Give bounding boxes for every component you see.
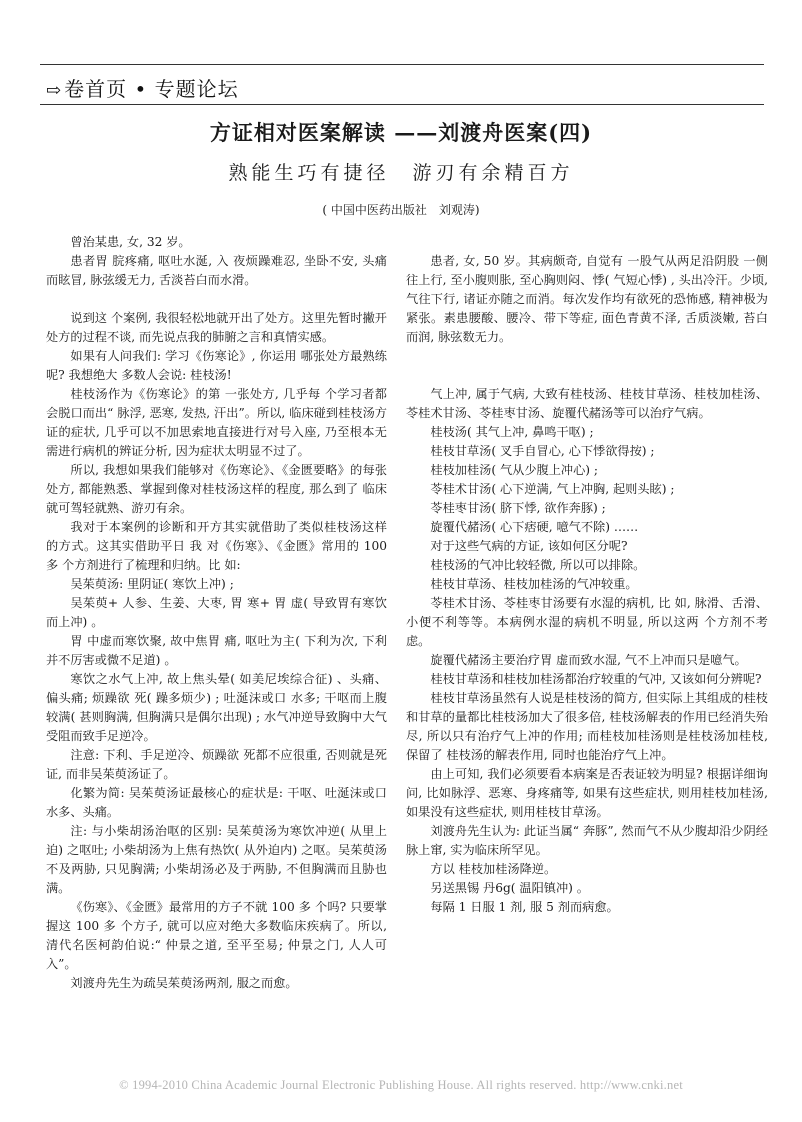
paragraph: 化繁为简: 吴茱萸汤证最核心的症状是: 干呕、吐涎沫或口 水多、头痛。 bbox=[46, 786, 387, 819]
paragraph: 苓桂枣甘汤( 脐下悸, 欲作奔豚) ; bbox=[430, 501, 606, 515]
paragraph: 另送黑锡 丹6g( 温阳镇冲) 。 bbox=[430, 881, 589, 895]
paragraph: 旋覆代赭汤( 心下痞硬, 噫气不除) …… bbox=[430, 520, 639, 534]
paragraph: 桂枝汤( 其气上冲, 鼻鸣干呕) ; bbox=[430, 425, 594, 439]
paragraph: 苓桂术甘汤、苓桂枣甘汤要有水湿的病机, 比 如, 脉滑、舌滑、小便不利等等。本病例水湿的病机不明显, 所以这两 个方剂不考虑。 bbox=[406, 596, 768, 648]
paragraph: 桂枝甘草汤、桂枝加桂汤的气冲较重。 bbox=[430, 577, 638, 591]
paragraph: 桂枝甘草汤虽然有人说是桂枝汤的简方, 但实际上其组成的桂枝和甘草的量都比桂枝汤加大了很多倍, 桂枝汤解表的作用已经消失殆尽, 所以只有治疗气上冲的作用; 而桂枝加桂汤则是桂枝汤加桂枝, 保留了 桂枝汤的解表作用, 同时也能治疗气上冲。 bbox=[406, 691, 768, 762]
paragraph: 气上冲, 属于气病, 大致有桂枝汤、桂枝甘草汤、桂枝加桂汤、苓桂术甘汤、苓桂枣甘汤、旋覆代赭汤等可以治疗气病。 bbox=[406, 387, 768, 420]
header-rule-bottom bbox=[40, 104, 764, 105]
paragraph: 我对于本案例的诊断和开方其实就借助了类似桂枝汤这样的方式。这其实借助平日 我 对《伤寒》、《金匮》常用的 100 多 个方剂进行了梳理和归纳。比 如: bbox=[46, 520, 387, 572]
arrow-icon: ⇨ bbox=[46, 80, 63, 101]
paragraph: 刘渡舟先生为疏吴茱萸汤两剂, 服之而愈。 bbox=[70, 976, 298, 990]
paragraph: 注意: 下利、手足逆冷、烦躁欲 死都不应很重, 否则就是死证, 而非吴茱萸汤证了。 bbox=[46, 748, 387, 781]
paragraph: 桂枝汤的气冲比较轻微, 所以可以排除。 bbox=[430, 558, 646, 572]
header-rule-top bbox=[40, 64, 764, 65]
section-header bbox=[46, 73, 239, 102]
paragraph: 曾治某患, 女, 32 岁。 bbox=[70, 235, 191, 249]
paragraph: 桂枝加桂汤( 气从少腹上冲心) ; bbox=[430, 463, 599, 477]
paragraph: 胃 中虚而寒饮聚, 故中焦胃 痛, 呕吐为主( 下利为次, 下利并不厉害或微不足道) 。 bbox=[46, 634, 387, 667]
paragraph: 《伤寒》、《金匮》最常用的方子不就 100 多 个吗? 只要掌握这 100 多 个方子, 就可以应对绝大多数临床疾病了。所以, 清代名医柯韵伯说:“ 仲景之道, 至平至易; 仲景之门, 人人可入”。 bbox=[46, 900, 387, 971]
paragraph: 旋覆代赭汤主要治疗胃 虚而致水湿, 气不上冲而只是噫气。 bbox=[430, 653, 747, 667]
paragraph: 由上可知, 我们必须要看本病案是否表证较为明显? 根据详细询问, 比如脉浮、恶寒、身疼痛等, 如果有这些症状, 则用桂枝加桂汤, 如果没有这些症状, 则用桂枝甘草汤。 bbox=[406, 767, 768, 819]
paragraph: 每隔 1 日服 1 剂, 服 5 剂而病愈。 bbox=[430, 900, 619, 914]
article-author: ( 中国中医药出版社 刘观涛) bbox=[322, 203, 480, 217]
paragraph: 方以 桂枝加桂汤降逆。 bbox=[430, 862, 557, 876]
paragraph: 桂枝汤作为《伤寒论》的第 一张处方, 几乎每 个学习者都会脱口而出“ 脉浮, 恶寒, 发热, 汗出”。所以, 临床碰到桂枝汤方证的症状, 几乎可以不加思索地直接进行对号入座, 乃至根本无需进行病机的辨证分析, 因为症状太明显不过了。 bbox=[46, 387, 387, 458]
paragraph: 刘渡舟先生认为: 此证当属“ 奔豚”, 然而气不从少腹却沿少阴经脉上窜, 实为临床所罕见。 bbox=[406, 824, 768, 857]
paragraph: 对于这些气病的方证, 该如何区分呢? bbox=[430, 539, 628, 553]
paragraph: 桂枝甘草汤( 叉手自冒心, 心下悸欲得按) ; bbox=[430, 444, 655, 458]
paragraph: 吴茱萸+ 人参、生姜、大枣, 胃 寒+ 胃 虚( 导致胃有寒饮而上冲) 。 bbox=[46, 596, 387, 629]
paragraph: 桂枝甘草汤和桂枝加桂汤都治疗较重的气冲, 又该如何分辨呢? bbox=[430, 672, 762, 686]
right-column bbox=[406, 233, 768, 917]
paragraph: 如果有人问我们: 学习《伤寒论》, 你运用 哪张处方最熟练呢? 我想绝大 多数人会说: 桂枝汤! bbox=[46, 349, 387, 382]
article-title: 方证相对医案解读 ——刘渡舟医案(四) bbox=[209, 120, 593, 145]
paragraph: 说到这 个案例, 我很轻松地就开出了处方。这里先暂时撇开处方的过程不谈, 而先说点我的肺腑之言和真情实感。 bbox=[46, 311, 387, 344]
paragraph: 患者, 女, 50 岁。其病颇奇, 自觉有 一股气从两足沿阴股 一侧往上行, 至小腹则胀, 至心胸则闷、悸( 气短心悸) , 头出冷汗。少顷, 气往下行, 诸证亦随之而消。每次发作均有欲死的恐怖感, 精神极为紧张。素患腰酸、腰冷、带下等症, 面色青黄不泽, 舌质淡嫩, 苔白而润, 脉弦数无力。 bbox=[406, 254, 768, 344]
paragraph: 患者胃 脘疼痛, 呕吐水涎, 入 夜烦躁难忍, 坐卧不安, 头痛而眩冒, 脉弦缓无力, 舌淡苔白而水滑。 bbox=[46, 254, 387, 287]
paragraph: 寒饮之水气上冲, 故上焦头晕( 如美尼埃综合征) 、头痛、偏头痛; 烦躁欲 死( 躁多烦少) ; 吐涎沫或口 水多; 干呕而上腹较满( 甚则胸满, 但胸满只是偶尔出现) ; 水气冲逆导致胸中大气受阻而致手足逆冷。 bbox=[46, 672, 387, 743]
copyright-footer: © 1994-2010 China Academic Journal Electronic Publishing House. All rights reserved. http://www.cnki.net bbox=[119, 1078, 683, 1092]
paragraph: 苓桂术甘汤( 心下逆满, 气上冲胸, 起则头眩) ; bbox=[430, 482, 675, 496]
paragraph: 所以, 我想如果我们能够对《伤寒论》、《金匮要略》的每张处方, 都能熟悉、掌握到像对桂枝汤这样的程度, 那么到了 临床就可驾轻就熟、游刃有余。 bbox=[46, 463, 387, 515]
paragraph: 注: 与小柴胡汤治呕的区别: 吴茱萸汤为寒饮冲逆( 从里上迫) 之呕吐; 小柴胡汤为上焦有热饮( 从外迫内) 之呕。吴茱萸汤不及两胁, 只见胸满; 小柴胡汤必及于两胁, 不但胸满而且胁也满。 bbox=[46, 824, 387, 895]
paragraph: 吴茱萸汤: 里阴证( 寒饮上冲) ; bbox=[70, 577, 234, 591]
left-column bbox=[46, 233, 387, 993]
article-subtitle: 熟能生巧有捷径 游刃有余精百方 bbox=[228, 162, 574, 184]
section-label: 卷首页 • 专题论坛 bbox=[64, 77, 239, 101]
